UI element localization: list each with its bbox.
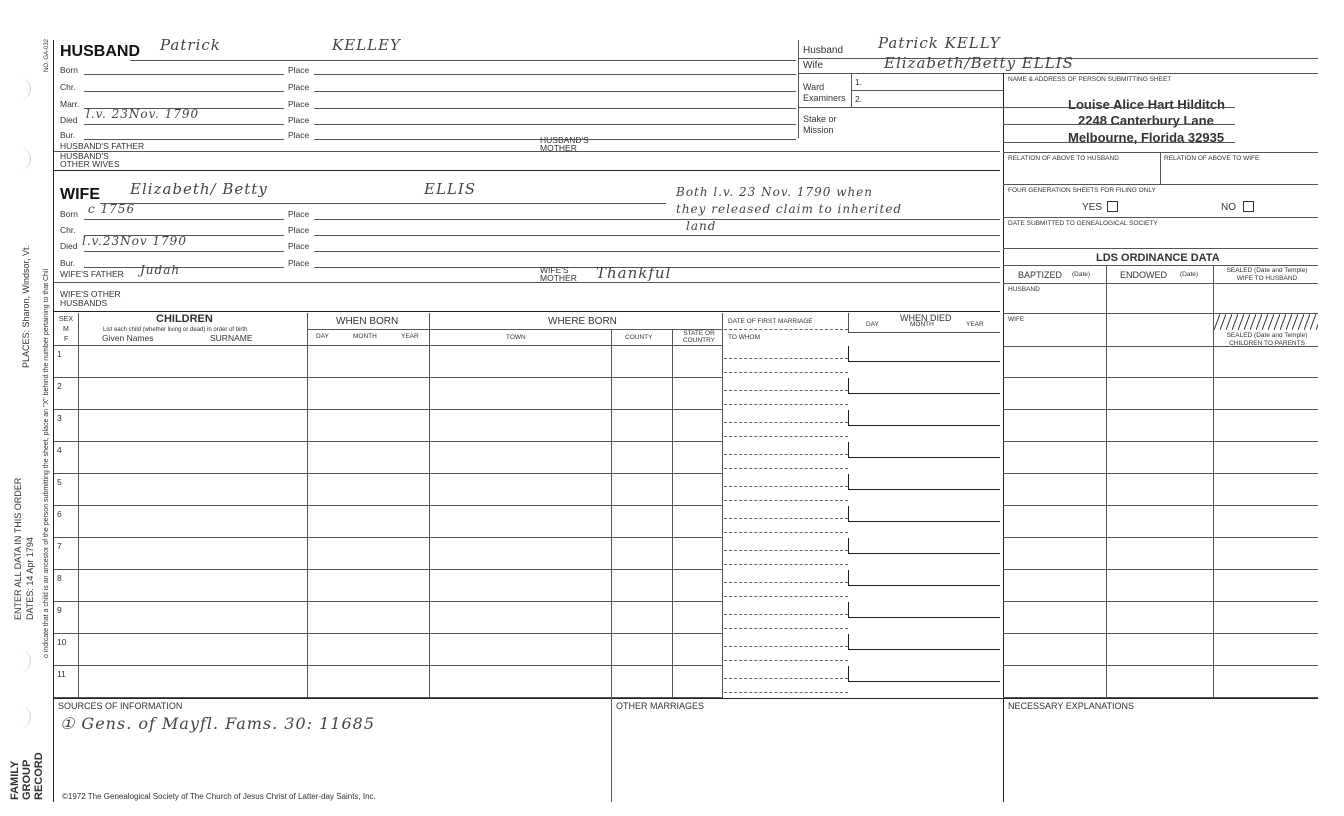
punch-hole bbox=[8, 148, 31, 170]
died-bracket bbox=[848, 474, 849, 490]
husband-bur-place-label: Place bbox=[288, 130, 310, 140]
wife-last-name: ELLIS bbox=[424, 180, 477, 198]
children-header-bottom bbox=[54, 345, 722, 346]
submitter-street: 2248 Canterbury Lane bbox=[1078, 113, 1214, 128]
no-label: NO bbox=[1221, 202, 1236, 213]
children-title: CHILDREN bbox=[156, 313, 213, 325]
child-row-line bbox=[54, 601, 722, 602]
sex-label: SEX bbox=[59, 316, 74, 323]
child-row-number: 11 bbox=[57, 669, 66, 679]
died-bracket bbox=[848, 442, 849, 458]
col-died bbox=[848, 313, 849, 333]
husband-chr-place-label: Place bbox=[288, 82, 310, 92]
husband-born-label: Born bbox=[60, 65, 78, 75]
footer-divider bbox=[611, 698, 612, 802]
rel-divider bbox=[1160, 152, 1161, 184]
lds-baptized-date: (Date) bbox=[1072, 271, 1091, 278]
husband-marr-place-label: Place bbox=[288, 99, 310, 109]
died-line bbox=[848, 617, 1000, 618]
lds-row-line bbox=[1003, 377, 1318, 378]
husband-row-line bbox=[84, 74, 284, 75]
marriage-dash bbox=[724, 468, 848, 469]
lds-title: LDS ORDINANCE DATA bbox=[1096, 252, 1220, 264]
husband-row-line bbox=[314, 74, 796, 75]
surname: SURNAME bbox=[210, 333, 253, 343]
wife-bur-place-label: Place bbox=[288, 258, 310, 268]
rh-wife-value: Elizabeth/Betty ELLIS bbox=[884, 54, 1074, 72]
died-bracket bbox=[848, 538, 849, 554]
husband-bur-label: Bur. bbox=[60, 130, 76, 140]
rh-line bbox=[798, 107, 1003, 108]
wife-chr-label: Chr. bbox=[60, 225, 76, 235]
dates-note: DATES: 14 Apr 1794 bbox=[25, 537, 35, 620]
wife-bur-label: Bur. bbox=[60, 258, 76, 268]
husband-father-line bbox=[54, 151, 1000, 152]
punch-hole bbox=[8, 706, 31, 728]
marriage-dash bbox=[724, 486, 848, 487]
lds-row-line bbox=[1003, 569, 1318, 570]
died-line bbox=[848, 681, 1000, 682]
child-row-number: 2 bbox=[57, 381, 62, 391]
marriage-dash bbox=[724, 329, 848, 330]
wife-father-line bbox=[54, 282, 1000, 283]
ward-line bbox=[851, 90, 1003, 91]
form-left-border bbox=[53, 40, 54, 802]
died-line bbox=[848, 585, 1000, 586]
child-row-line bbox=[54, 409, 722, 410]
submitter-line bbox=[1003, 142, 1235, 143]
died-bracket bbox=[848, 346, 849, 362]
child-row-number: 1 bbox=[57, 349, 62, 359]
lds-husband-row: HUSBAND bbox=[1008, 286, 1040, 293]
died-line bbox=[848, 393, 1000, 394]
rh-husband-label: Husband bbox=[803, 45, 844, 56]
child-row-number: 4 bbox=[57, 445, 62, 455]
when-born-label: WHEN BORN bbox=[336, 316, 399, 327]
lds-endowed: ENDOWED bbox=[1120, 270, 1167, 280]
title-group: GROUP bbox=[21, 759, 33, 800]
husband-marr-label: Marr. bbox=[60, 99, 80, 109]
child-row-line bbox=[54, 537, 722, 538]
lds-row-line bbox=[1003, 633, 1318, 634]
husband-label: HUSBAND bbox=[60, 43, 140, 60]
title-record: RECORD bbox=[33, 752, 45, 800]
punch-hole bbox=[8, 650, 31, 672]
child-row-line bbox=[54, 633, 722, 634]
marriage-dash bbox=[724, 518, 848, 519]
husband-last-name: KELLEY bbox=[332, 36, 401, 54]
title-family: FAMILY bbox=[9, 760, 21, 800]
husband-name-line bbox=[130, 60, 796, 61]
wife-row-line bbox=[84, 251, 284, 252]
lds-sealed-children: SEALED (Date and Temple) CHILDREN TO PARENTS bbox=[1226, 332, 1308, 347]
lds-row-line bbox=[1003, 537, 1318, 538]
hatched-cell bbox=[1214, 314, 1318, 330]
submitter-line bbox=[1003, 124, 1235, 125]
right-column-divider bbox=[1003, 73, 1004, 802]
marriage-dash bbox=[724, 454, 848, 455]
wife-died-value: l.v.23Nov 1790 bbox=[82, 234, 187, 248]
died-bracket bbox=[848, 410, 849, 426]
to-whom-label: TO WHOM bbox=[728, 334, 761, 341]
form-id: NO. GA-032 bbox=[44, 38, 50, 72]
lds-row-line bbox=[1003, 473, 1318, 474]
wife-died-place-label: Place bbox=[288, 241, 310, 251]
rh-wife-label: Wife bbox=[803, 60, 823, 71]
given-names: Given Names bbox=[102, 333, 154, 343]
lds-row-line bbox=[1003, 409, 1318, 410]
wife-section-bottom bbox=[54, 311, 1000, 312]
child-row-number: 8 bbox=[57, 573, 62, 583]
child-row-line bbox=[54, 665, 722, 666]
date-submitted-label: DATE SUBMITTED TO GENEALOGICAL SOCIETY bbox=[1008, 220, 1158, 227]
wife-born-place-label: Place bbox=[288, 209, 310, 219]
child-row-line bbox=[54, 473, 722, 474]
marriage-dash bbox=[724, 596, 848, 597]
rh-stake-label: Stake or Mission bbox=[803, 114, 837, 135]
rel-wife-label: RELATION OF ABOVE TO WIFE bbox=[1164, 155, 1260, 162]
marriage-dash bbox=[724, 500, 848, 501]
marriage-dash bbox=[724, 532, 848, 533]
wife-born-value: c 1756 bbox=[88, 202, 136, 216]
child-row-number: 9 bbox=[57, 605, 62, 615]
wife-row-line bbox=[84, 267, 284, 268]
child-row-number: 5 bbox=[57, 477, 62, 487]
died-line bbox=[848, 361, 1000, 362]
died-line bbox=[848, 553, 1000, 554]
other-marriages-label: OTHER MARRIAGES bbox=[616, 701, 705, 711]
wife-note-line3: land bbox=[686, 219, 717, 233]
marriage-dash bbox=[724, 628, 848, 629]
wife-mother-value: Thankful bbox=[596, 264, 672, 282]
child-row-number: 7 bbox=[57, 541, 62, 551]
sources-label: SOURCES OF INFORMATION bbox=[58, 701, 183, 711]
county-label: COUNTY bbox=[625, 334, 653, 341]
husband-father-label: HUSBAND'S FATHER bbox=[60, 141, 145, 151]
husband-section-bottom bbox=[54, 170, 1000, 171]
died-line bbox=[848, 425, 1000, 426]
wife-other-husbands-label: WIFE'S OTHER HUSBANDS bbox=[60, 289, 121, 308]
husband-mother-label: HUSBAND'S MOTHER bbox=[540, 135, 589, 153]
ward-2: 2. bbox=[855, 94, 863, 104]
year-label: YEAR bbox=[401, 333, 419, 340]
marriage-dash bbox=[724, 358, 848, 359]
husband-row-line bbox=[84, 124, 284, 125]
day-label: DAY bbox=[316, 333, 329, 340]
marriage-dash bbox=[724, 692, 848, 693]
month-label: MONTH bbox=[353, 333, 377, 340]
copyright: ©1972 The Genealogical Society of The Church of Jesus Christ of Latter-day Saints, Inc. bbox=[62, 792, 376, 801]
submitter-label: NAME & ADDRESS OF PERSON SUBMITTING SHEET bbox=[1008, 76, 1172, 83]
state-label: STATE OR COUNTRY bbox=[682, 330, 716, 344]
husband-other-wives-label: HUSBAND'S OTHER WIVES bbox=[60, 151, 120, 169]
m-label: M bbox=[63, 326, 69, 333]
yes-label: YES bbox=[1082, 202, 1103, 213]
order-note: ENTER ALL DATA IN THIS ORDER bbox=[13, 477, 23, 620]
marriage-dash bbox=[724, 422, 848, 423]
lds-line bbox=[1003, 283, 1318, 284]
explanations-label: NECESSARY EXPLANATIONS bbox=[1008, 701, 1135, 711]
marriage-dash bbox=[724, 436, 848, 437]
died-month-label: MONTH bbox=[910, 321, 934, 328]
when-born-line bbox=[307, 329, 429, 330]
ward-1: 1. bbox=[855, 77, 863, 87]
lds-sealed-wife: SEALED (Date and Temple) WIFE TO HUSBAND bbox=[1226, 267, 1308, 282]
rh-line bbox=[798, 73, 1318, 74]
header-block-left bbox=[798, 40, 799, 138]
marriage-dash bbox=[724, 646, 848, 647]
husband-row-line bbox=[84, 139, 284, 140]
col-town bbox=[611, 329, 612, 698]
died-year-label: YEAR bbox=[966, 321, 984, 328]
lds-top-line bbox=[1003, 248, 1318, 249]
died-bracket bbox=[848, 602, 849, 618]
wife-father-label: WIFE'S FATHER bbox=[60, 269, 124, 279]
husband-row-line bbox=[314, 108, 796, 109]
died-line bbox=[848, 521, 1000, 522]
husband-first-name: Patrick bbox=[160, 36, 221, 54]
places-note: PLACES: Sharon, Windsor, Vt. bbox=[21, 244, 31, 368]
marriage-dash bbox=[724, 582, 848, 583]
husband-row-line bbox=[314, 124, 796, 125]
died-line bbox=[848, 489, 1000, 490]
when-died-label: WHEN DIED bbox=[900, 313, 952, 323]
children-table-bottom bbox=[54, 698, 1318, 699]
marriage-dash bbox=[724, 390, 848, 391]
marriage-dash bbox=[724, 550, 848, 551]
child-row-number: 6 bbox=[57, 509, 62, 519]
rel-husband-label: RELATION OF ABOVE TO HUSBAND bbox=[1008, 155, 1119, 162]
marriage-dash bbox=[724, 564, 848, 565]
yes-checkbox[interactable] bbox=[1107, 201, 1118, 212]
col-county bbox=[672, 329, 673, 698]
submitter-line bbox=[1003, 184, 1318, 185]
child-row-line bbox=[54, 441, 722, 442]
husband-row-line bbox=[84, 91, 284, 92]
child-row-number: 3 bbox=[57, 413, 62, 423]
lds-row-line bbox=[1003, 505, 1318, 506]
lds-baptized: BAPTIZED bbox=[1018, 270, 1063, 280]
lds-row-line bbox=[1003, 601, 1318, 602]
col-state bbox=[722, 313, 723, 698]
died-line bbox=[848, 649, 1000, 650]
husband-row-line bbox=[314, 91, 796, 92]
no-checkbox[interactable] bbox=[1243, 201, 1254, 212]
submitter-line bbox=[1003, 107, 1235, 108]
submitter-city: Melbourne, Florida 32935 bbox=[1068, 130, 1225, 145]
wife-mother-label: WIFE'S MOTHER bbox=[540, 265, 577, 283]
died-bracket bbox=[848, 506, 849, 522]
submitter-line bbox=[1003, 217, 1318, 218]
submitter-name: Louise Alice Hart Hilditch bbox=[1068, 97, 1225, 112]
marriage-dash bbox=[724, 614, 848, 615]
wife-first-name: Elizabeth/ Betty bbox=[130, 180, 268, 198]
marriage-dash bbox=[724, 660, 848, 661]
died-bracket bbox=[848, 378, 849, 394]
ancestor-note: o indicate that a child is an ancestor of the person submitting the sheet, place an "X" behind the number pertaining to that Chil bbox=[43, 268, 50, 658]
wife-row-line bbox=[84, 235, 284, 236]
first-marriage-label: DATE OF FIRST MARRIAGE bbox=[728, 318, 813, 325]
husband-chr-label: Chr. bbox=[60, 82, 76, 92]
sources-value: ① Gens. of Mayfl. Fams. 30: 11685 bbox=[60, 714, 376, 733]
wife-row-line bbox=[84, 219, 284, 220]
died-bracket bbox=[848, 570, 849, 586]
wife-name-line bbox=[100, 203, 666, 204]
wife-note-line2: they released claim to inherited bbox=[676, 202, 903, 216]
wife-born-label: Born bbox=[60, 209, 78, 219]
wife-chr-place-label: Place bbox=[288, 225, 310, 235]
died-bracket bbox=[848, 634, 849, 650]
children-note: List each child (whether living or dead) in order of birth bbox=[103, 327, 248, 333]
town-label: TOWN bbox=[506, 334, 526, 341]
marriage-dash bbox=[724, 404, 848, 405]
husband-died-value: l.v. 23Nov. 1790 bbox=[86, 107, 200, 121]
husband-died-place-label: Place bbox=[288, 115, 310, 125]
wife-note-line1: Both l.v. 23 Nov. 1790 when bbox=[676, 185, 874, 199]
child-row-number: 10 bbox=[57, 637, 67, 647]
lds-line bbox=[1003, 265, 1318, 266]
lds-row-line bbox=[1003, 665, 1318, 666]
marriage-dash bbox=[724, 372, 848, 373]
wife-row-line bbox=[314, 251, 1000, 252]
lds-row-line bbox=[1003, 441, 1318, 442]
where-born-label: WHERE BORN bbox=[548, 316, 617, 327]
wife-father-value: Judah bbox=[140, 263, 181, 277]
wife-label: WIFE bbox=[60, 186, 100, 203]
wife-died-label: Died bbox=[60, 241, 78, 251]
child-row-line bbox=[54, 505, 722, 506]
child-row-line bbox=[54, 569, 722, 570]
rh-husband-value: Patrick KELLY bbox=[878, 34, 1001, 52]
husband-died-label: Died bbox=[60, 115, 78, 125]
wife-row-line bbox=[314, 235, 1000, 236]
lds-endowed-date: (Date) bbox=[1180, 271, 1199, 278]
marriage-dash bbox=[724, 678, 848, 679]
wife-row-line bbox=[314, 219, 1000, 220]
punch-hole bbox=[8, 78, 31, 100]
died-day-label: DAY bbox=[866, 321, 879, 328]
lds-wife-row: WIFE bbox=[1008, 316, 1025, 323]
child-row-line bbox=[54, 377, 722, 378]
husband-born-place-label: Place bbox=[288, 65, 310, 75]
lds-line bbox=[1003, 346, 1318, 347]
husband-row-line bbox=[84, 108, 284, 109]
rh-ward-label: Ward Examiners bbox=[803, 82, 846, 103]
f-label: F bbox=[64, 336, 69, 343]
died-bracket bbox=[848, 666, 849, 682]
four-gen-label: FOUR GENERATION SHEETS FOR FILING ONLY bbox=[1008, 187, 1156, 194]
died-line bbox=[848, 457, 1000, 458]
died-header-line bbox=[848, 332, 1000, 333]
